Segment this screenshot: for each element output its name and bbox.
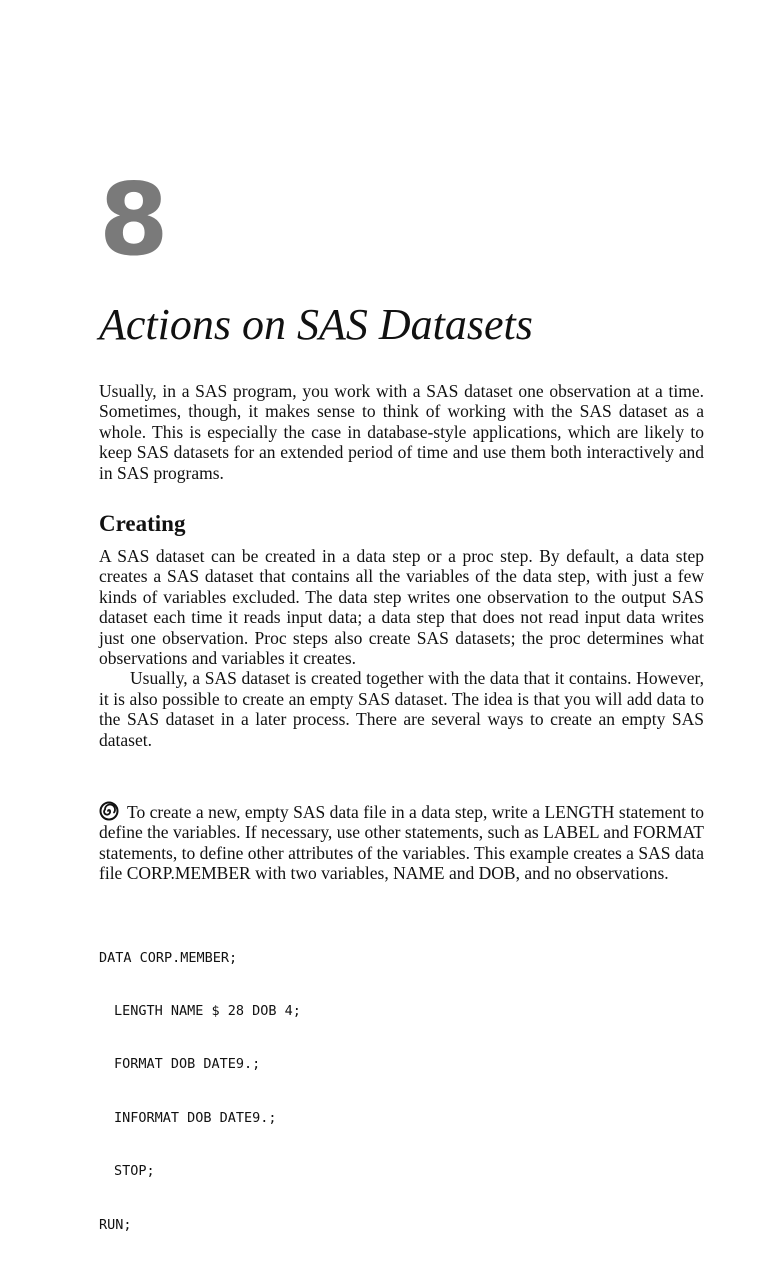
intro-paragraph: Usually, in a SAS program, you work with a SAS dataset one observation at a time. Sometimes, though, it makes sense to think of working with the SAS dataset as a whole. This is especially the case in database-style applications, which are likely to keep SAS datasets for an extended period of time and use them both interactively and in SAS programs. bbox=[99, 381, 704, 483]
creating-paragraph-2: Usually, a SAS dataset is created together with the data that it contains. However, it is also possible to create an empty SAS dataset. The idea is that you will add data to the SAS dataset in a later process. There are several ways to create an empty SAS dataset. bbox=[99, 668, 704, 750]
code-line: FORMAT DOB DATE9.; bbox=[114, 1056, 261, 1073]
code-line: DATA CORP.MEMBER; bbox=[99, 949, 238, 966]
spiral-tip-icon bbox=[99, 801, 119, 821]
tip-paragraph bbox=[99, 801, 704, 884]
tip-text: To create a new, empty SAS data file in a data step, write a LENGTH statement to define the variables. If necessary, use other statements, such as LABEL and FORMAT statements, to define other attributes of the variables. This example creates a SAS data file CORP.MEMBER with two variables, NAME and DOB, and no observations. bbox=[99, 802, 704, 884]
chapter-title: Actions on SAS Datasets bbox=[99, 300, 533, 349]
code-line: RUN; bbox=[99, 1216, 132, 1233]
section-heading: Creating bbox=[99, 511, 186, 536]
creating-paragraph-1: A SAS dataset can be created in a data step or a proc step. By default, a data step creates a SAS dataset that contains all the variables of the data step, with just a few kinds of variables excluded. The data step writes one observation to the output SAS dataset each time it reads input data; a data step that does not read input data writes just one observation. Proc steps also create SAS datasets; the proc determines what observations and variables it creates. bbox=[99, 546, 704, 669]
code-line: LENGTH NAME $ 28 DOB 4; bbox=[114, 1002, 301, 1019]
code-line: INFORMAT DOB DATE9.; bbox=[114, 1109, 277, 1126]
code-line: STOP; bbox=[114, 1163, 155, 1180]
chapter-number: 8 bbox=[99, 161, 169, 278]
code-block bbox=[99, 914, 301, 1270]
creating-section-body bbox=[99, 546, 704, 750]
